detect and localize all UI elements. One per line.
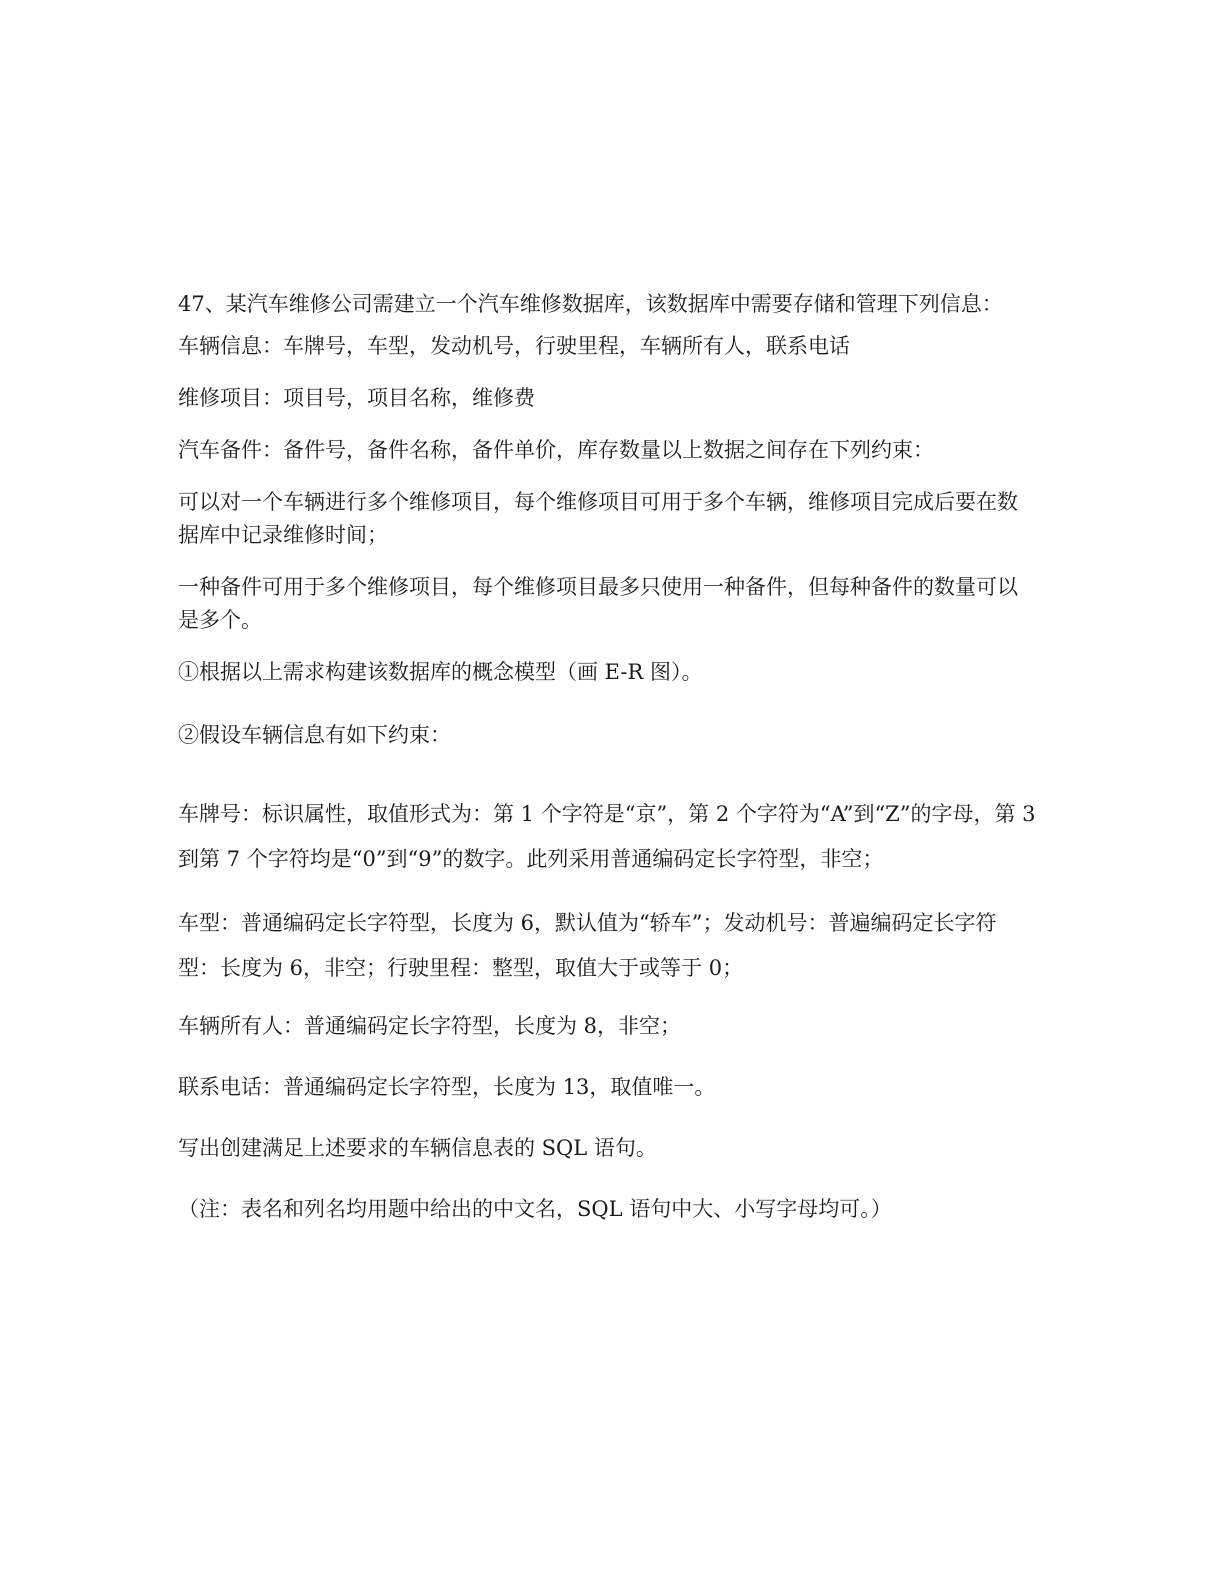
model-engine-mileage-constraint: 车型：普通编码定长字符型，长度为 6，默认值为“轿车”；发动机号：普遍编码定长字符型：长度为 6，非空；行驶里程：整型，取值大于或等于 0； — [178, 911, 997, 980]
task-two-intro: ②假设车辆信息有如下约束： — [178, 723, 451, 747]
constraint-vehicle-repair: 可以对一个车辆进行多个维修项目，每个维修项目可用于多个车辆，维修项目完成后要在数据库中记录维修时间； — [178, 490, 1018, 547]
question-title: 47、某汽车维修公司需建立一个汽车维修数据库，该数据库中需要存储和管理下列信息： — [178, 292, 1003, 316]
document-body — [178, 288, 1038, 1226]
spare-part-fields: 汽车备件：备件号，备件名称，备件单价，库存数量以上数据之间存在下列约束： — [178, 438, 934, 462]
constraint-part-repair: 一种备件可用于多个维修项目，每个维修项目最多只使用一种备件，但每种备件的数量可以是多个。 — [178, 575, 1018, 632]
task-one-er-diagram: ①根据以上需求构建该数据库的概念模型（画 E-R 图）。 — [178, 660, 703, 684]
owner-constraint: 车辆所有人：普通编码定长字符型，长度为 8，非空； — [178, 1014, 682, 1038]
phone-constraint: 联系电话：普通编码定长字符型，长度为 13，取值唯一。 — [178, 1075, 716, 1099]
sql-task: 写出创建满足上述要求的车辆信息表的 SQL 语句。 — [178, 1136, 657, 1160]
plate-number-constraint: 车牌号：标识属性，取值形式为：第 1 个字符是“京”，第 2 个字符为“A”到“Z”的字母，第 3 到第 7 个字符均是“0”到“9”的数字。此列采用普通编码定长字符型，非空； — [178, 802, 1036, 871]
note-paragraph: （注：表名和列名均用题中给出的中文名，SQL 语句中大、小写字母均可。） — [178, 1197, 892, 1221]
vehicle-info-fields: 车辆信息：车牌号，车型，发动机号，行驶里程，车辆所有人，联系电话 — [178, 334, 850, 358]
repair-item-fields: 维修项目：项目号，项目名称，维修费 — [178, 386, 535, 410]
